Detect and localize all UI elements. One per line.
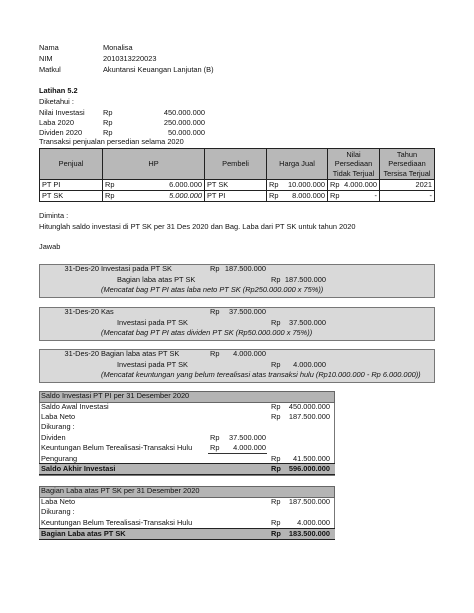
journal-credit-account: Investasi pada PT SK: [117, 360, 188, 369]
cell-tahun: -: [380, 191, 435, 202]
saldo-dividen-label: Dividen: [41, 433, 66, 442]
saldo-akhir-amount: 596.000.000: [288, 464, 330, 473]
bagian-keuntungan-amount: 4.000.000: [297, 518, 330, 527]
diminta-text: Hitunglah saldo investasi di PT SK per 31 Des 2020 dan Bag. Laba dari PT SK untuk tahun 2020: [39, 222, 356, 231]
matkul-label: Matkul: [39, 65, 61, 74]
journal-debit-account: Bagian laba atas PT SK: [101, 349, 180, 358]
bagian-laba-neto-amount: 187.500.000: [288, 497, 330, 506]
journal-note: (Mencatat bag PT PI atas laba neto PT SK (Rp250.000.000 x 75%)): [101, 285, 324, 294]
header-tahun-persediaan: [380, 149, 435, 180]
latihan-title: Latihan 5.2: [39, 86, 78, 95]
journal-date: 31-Des-20: [64, 307, 99, 316]
header-nilai-persediaan: [328, 149, 380, 180]
header-nilai-line: Nilai: [346, 149, 361, 159]
saldo-keuntungan-currency: Rp: [210, 443, 220, 452]
saldo-dividen-currency: Rp: [210, 433, 220, 442]
bagian-total-label: Bagian Laba atas PT SK: [41, 529, 126, 538]
cell-harga-jual: 10.000.000: [281, 180, 328, 191]
journal-credit-currency: Rp: [271, 360, 281, 369]
given-amount: 50.000.000: [168, 128, 205, 137]
journal-debit-currency: Rp: [210, 349, 220, 358]
cell-hp-currency: Rp: [103, 180, 119, 191]
header-harga-jual: Harga Jual: [267, 149, 328, 180]
saldo-laba-label: Laba Neto: [41, 412, 76, 421]
journal-debit-currency: Rp: [210, 264, 220, 273]
bagian-laba-neto-label: Laba Neto: [41, 497, 76, 506]
given-currency: Rp: [103, 128, 113, 137]
table-row: [40, 180, 435, 191]
journal-note: (Mencatat keuntungan yang belum terealisasi atas transaksi hulu (Rp10.000.000 - Rp 6.000.000)): [101, 370, 421, 379]
journal-credit-amount: 37.500.000: [289, 318, 326, 327]
saldo-pengurang-amount: 41.500.000: [293, 454, 330, 463]
journal-debit-amount: 4.000.000: [233, 349, 266, 358]
cell-pembeli: PT SK: [205, 180, 267, 191]
journal-debit-currency: Rp: [210, 307, 220, 316]
table-caption: Transaksi penjualan persedian selama 2020: [39, 137, 184, 146]
given-amount: 450.000.000: [163, 108, 205, 117]
journal-debit-amount: 37.500.000: [229, 307, 266, 316]
bagian-laba-neto-currency: Rp: [271, 497, 281, 506]
journal-debit-account: Kas: [101, 307, 114, 316]
table-row: [40, 191, 435, 202]
nama-value: Monalisa: [103, 43, 133, 52]
journal-credit-amount: 187.500.000: [284, 275, 326, 284]
header-penjual: Penjual: [40, 149, 103, 180]
header-hp: HP: [103, 149, 205, 180]
matkul-value: Akuntansi Keuangan Lanjutan (B): [103, 65, 214, 74]
cell-hj-currency: Rp: [267, 191, 281, 202]
cell-tahun: 2021: [380, 180, 435, 191]
journal-credit-currency: Rp: [271, 318, 281, 327]
saldo-laba-currency: Rp: [271, 412, 281, 421]
saldo-awal-amount: 450.000.000: [288, 402, 330, 411]
cell-nilai: 4.000.000: [342, 180, 380, 191]
journal-credit-amount: 4.000.000: [293, 360, 326, 369]
journal-credit-account: Investasi pada PT SK: [117, 318, 188, 327]
bagian-keuntungan-label: Keuntungan Belum Terealisasi-Transaksi Hulu: [41, 518, 193, 527]
saldo-akhir-label: Saldo Akhir Investasi: [41, 464, 116, 473]
nama-label: Nama: [39, 43, 59, 52]
header-nilai-line: Tidak Terjual: [332, 168, 375, 178]
diketahui-label: Diketahui :: [39, 97, 74, 106]
journal-debit-account: Investasi pada PT SK: [101, 264, 172, 273]
journal-note: (Mencatat bag PT PI atas dividen PT SK (Rp50.000.000 x 75%)): [101, 328, 313, 337]
saldo-keuntungan-amount: 4.000.000: [233, 443, 266, 452]
diminta-label: Diminta :: [39, 211, 69, 220]
saldo-awal-currency: Rp: [271, 402, 281, 411]
nim-value: 2010313220023: [103, 54, 157, 63]
cell-nilai: -: [342, 191, 380, 202]
cell-nilai-currency: Rp: [328, 180, 342, 191]
given-label: Dividen 2020: [39, 128, 83, 137]
cell-nilai-currency: Rp: [328, 191, 342, 202]
saldo-awal-label: Saldo Awal Investasi: [41, 402, 109, 411]
bagian-total-amount: 183.500.000: [288, 529, 330, 538]
given-amount: 250.000.000: [163, 118, 205, 127]
cell-hp: 5.000.000: [119, 191, 205, 202]
saldo-dividen-amount: 37.500.000: [229, 433, 266, 442]
saldo-dikurang-label: Dikurang :: [41, 422, 75, 431]
header-tahun-line: Tahun: [396, 149, 418, 159]
journal-debit-amount: 187.500.000: [224, 264, 266, 273]
saldo-laba-amount: 187.500.000: [288, 412, 330, 421]
journal-date: 31-Des-20: [64, 349, 99, 358]
cell-hj-currency: Rp: [267, 180, 281, 191]
saldo-investasi-title: Saldo Investasi PT PI per 31 Desember 2020: [41, 391, 190, 400]
bagian-total-currency: Rp: [271, 529, 281, 538]
journal-date: 31-Des-20: [64, 264, 99, 273]
saldo-pengurang-currency: Rp: [271, 454, 281, 463]
bagian-keuntungan-currency: Rp: [271, 518, 281, 527]
cell-hp-currency: Rp: [103, 191, 119, 202]
header-pembeli: Pembeli: [205, 149, 267, 180]
bagian-laba-title: Bagian Laba atas PT SK per 31 Desember 2020: [41, 486, 200, 495]
nim-label: NIM: [39, 54, 53, 63]
cell-penjual: PT PI: [40, 180, 103, 191]
transaction-table: [39, 148, 435, 202]
given-currency: Rp: [103, 108, 113, 117]
given-label: Nilai Investasi: [39, 108, 85, 117]
cell-pembeli: PT PI: [205, 191, 267, 202]
header-nilai-line: Persediaan: [334, 159, 373, 169]
saldo-akhir-currency: Rp: [271, 464, 281, 473]
header-tahun-line: Tersisa Terjual: [383, 168, 431, 178]
journal-credit-currency: Rp: [271, 275, 281, 284]
cell-penjual: PT SK: [40, 191, 103, 202]
journal-credit-account: Bagian laba atas PT SK: [117, 275, 196, 284]
bagian-dikurang-label: Dikurang :: [41, 507, 75, 516]
given-label: Laba 2020: [39, 118, 74, 127]
cell-hp: 6.000.000: [119, 180, 205, 191]
saldo-pengurang-label: Pengurang: [41, 454, 78, 463]
given-currency: Rp: [103, 118, 113, 127]
jawab-label: Jawab: [39, 242, 61, 251]
header-tahun-line: Persediaan: [388, 159, 426, 169]
saldo-keuntungan-label: Keuntungan Belum Terealisasi-Transaksi Hulu: [41, 443, 193, 452]
cell-harga-jual: 8.000.000: [281, 191, 328, 202]
subtotal-underline: [208, 453, 267, 454]
